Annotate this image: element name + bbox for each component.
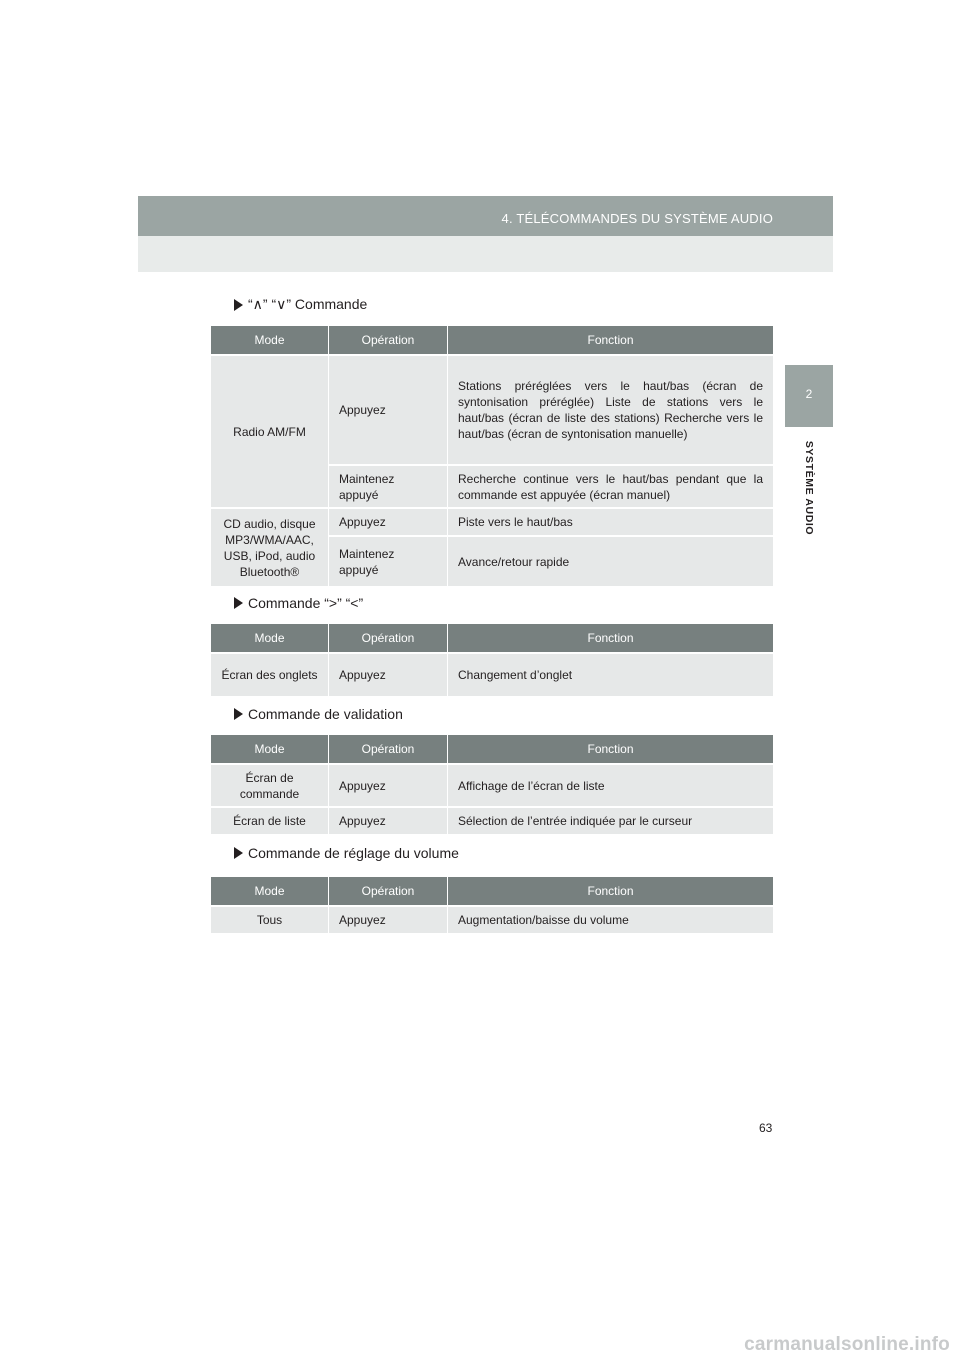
table-volume (211, 877, 773, 933)
table-row (211, 806, 773, 834)
section-heading-up-down (234, 296, 367, 313)
table-row (329, 464, 773, 507)
header-subband (138, 236, 833, 272)
cell-operation: Appuyez (329, 654, 448, 696)
column-header-mode: Mode (211, 624, 329, 652)
section-heading-text: Commande de réglage du volume (248, 845, 459, 861)
cell-function: Stations préréglées vers le haut/bas (écran de syntonisation préréglée) Liste de stations vers le haut/bas (écran de liste des stations) Recherche vers le haut/bas (écran de syntonisation manuelle) (458, 379, 763, 441)
table-header (211, 877, 773, 905)
cell-function: Recherche continue vers le haut/bas pendant que la commande est appuyée (écran manuel) (458, 471, 763, 502)
chapter-tab (785, 365, 833, 427)
section-heading-left-right (234, 595, 363, 611)
cell-mode: Écran de liste (211, 808, 329, 834)
cell-function: Augmentation/baisse du volume (458, 913, 629, 927)
column-header-mode: Mode (211, 877, 329, 905)
cell-mode: Radio AM/FM (211, 356, 329, 507)
section-heading-text: “∧” “∨” Commande (248, 296, 368, 312)
header-band (138, 196, 833, 236)
column-header-function: Fonction (587, 884, 634, 898)
cell-function: Avance/retour rapide (458, 554, 570, 569)
cell-mode: Écran des onglets (211, 654, 329, 696)
column-header-function: Fonction (587, 333, 634, 347)
cell-operation: Maintenez appuyé (329, 466, 448, 507)
chapter-title: 4. TÉLÉCOMMANDES DU SYSTÈME AUDIO (501, 211, 773, 226)
section-heading-text: Commande “>” “<” (248, 595, 364, 611)
column-header-mode: Mode (211, 735, 329, 763)
cell-mode: CD audio, disque MP3/WMA/AAC, USB, iPod, audio Bluetooth® (211, 509, 329, 586)
watermark: carmanualsonline.info (744, 1334, 950, 1355)
section-heading-text: Commande de validation (248, 706, 403, 722)
column-header-mode: Mode (211, 326, 329, 354)
triangle-bullet-icon (234, 847, 243, 859)
column-header-operation: Opération (329, 624, 448, 652)
cell-function: Piste vers le haut/bas (458, 515, 573, 529)
cell-mode: Tous (211, 907, 329, 933)
table-row (329, 356, 773, 464)
table-row (211, 905, 773, 933)
table-up-down (211, 326, 773, 586)
cell-mode: Écran de commande (211, 765, 329, 806)
chapter-tab-number: 2 (805, 387, 813, 401)
chapter-side-label: SYSTÈME AUDIO (803, 440, 815, 536)
table-row (329, 509, 773, 535)
table-left-right (211, 624, 773, 696)
cell-operation: Appuyez (329, 509, 448, 535)
table-row-group (211, 507, 773, 586)
table-row (329, 535, 773, 586)
table-validation (211, 735, 773, 834)
table-row (211, 652, 773, 696)
table-row (211, 763, 773, 806)
column-header-operation: Opération (329, 877, 448, 905)
cell-operation: Appuyez (329, 356, 448, 464)
table-header (211, 624, 773, 652)
triangle-bullet-icon (234, 597, 243, 609)
table-header (211, 326, 773, 354)
cell-function: Sélection de l’entrée indiquée par le curseur (458, 814, 693, 828)
table-row-group (211, 354, 773, 507)
cell-operation: Appuyez (329, 808, 448, 834)
section-heading-validation (234, 706, 403, 722)
triangle-bullet-icon (234, 708, 243, 720)
cell-function: Changement d’onglet (458, 668, 573, 682)
column-header-operation: Opération (329, 735, 448, 763)
cell-function: Affichage de l’écran de liste (458, 778, 605, 793)
page-number: 63 (759, 1121, 773, 1135)
triangle-bullet-icon (234, 299, 243, 311)
column-header-operation: Opération (329, 326, 448, 354)
cell-operation: Appuyez (329, 765, 448, 806)
cell-operation: Maintenez appuyé (329, 537, 448, 586)
column-header-function: Fonction (587, 631, 634, 645)
table-header (211, 735, 773, 763)
column-header-function: Fonction (587, 742, 634, 756)
cell-operation: Appuyez (329, 907, 448, 933)
section-heading-volume (234, 845, 459, 861)
